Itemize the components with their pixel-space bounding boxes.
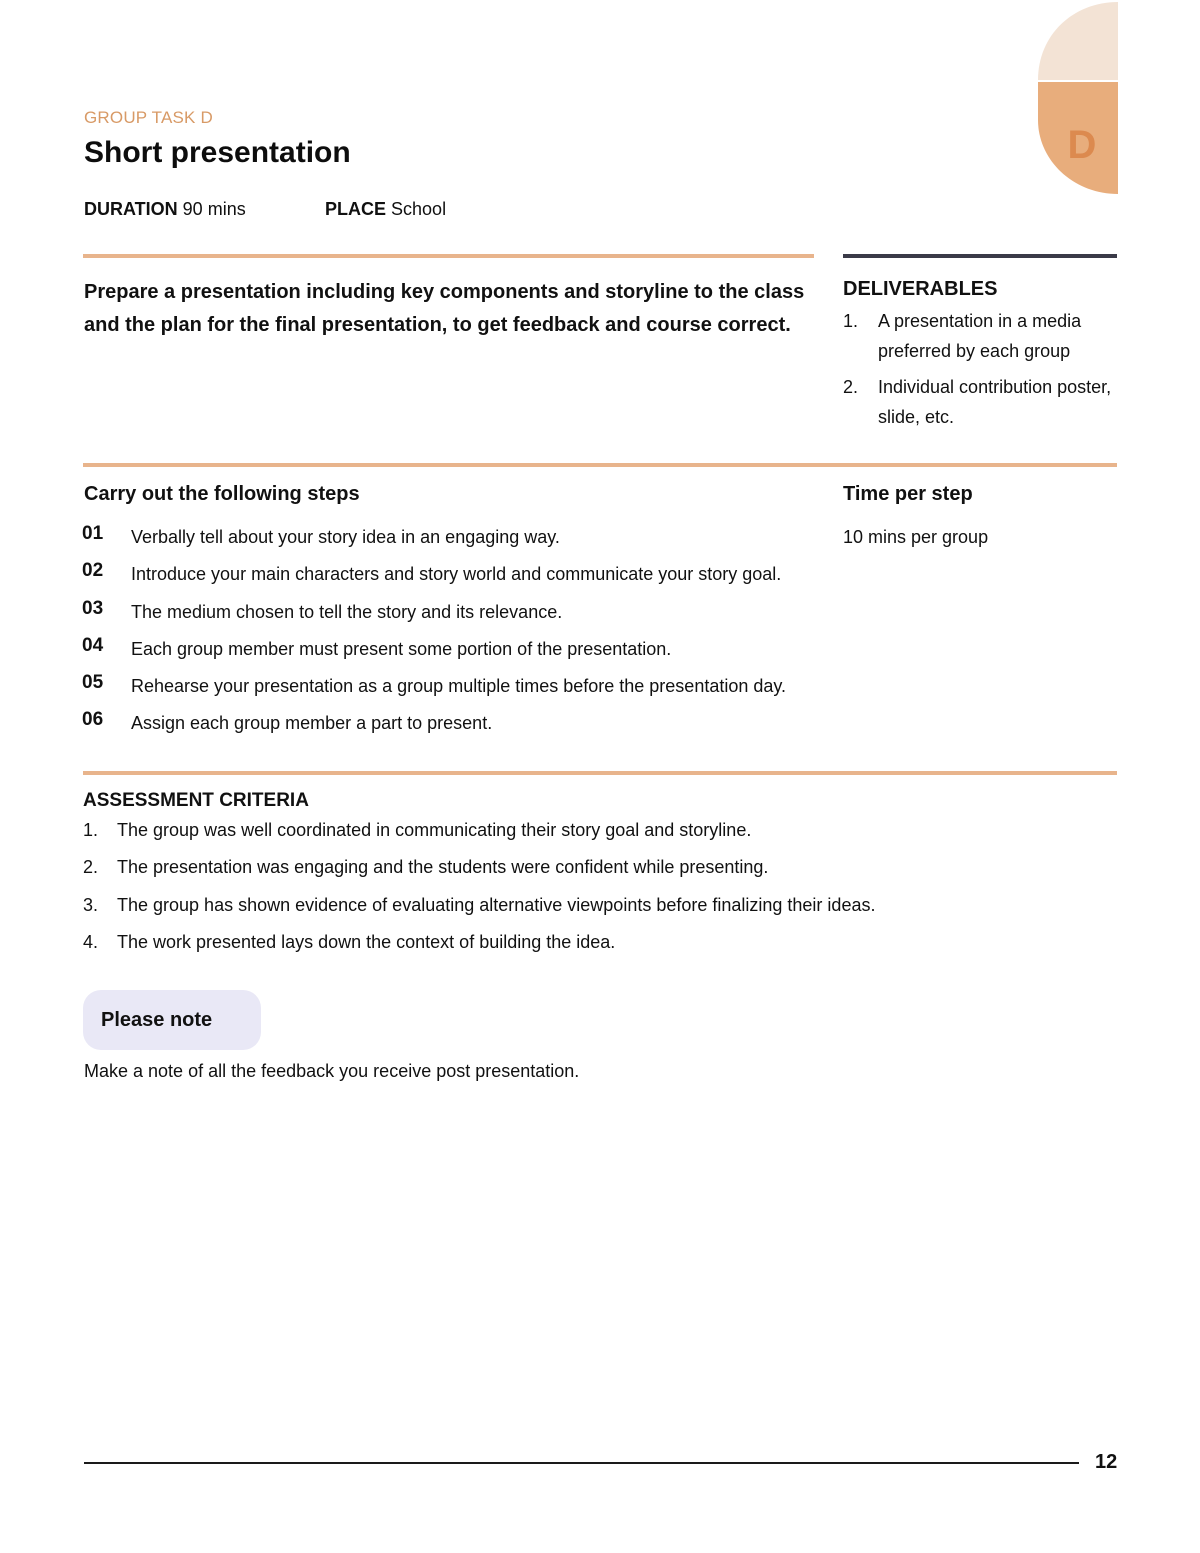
step-text: Rehearse your presentation as a group multiple times before the presentation day. bbox=[131, 676, 787, 697]
step-item bbox=[82, 596, 832, 633]
step-number: 03 bbox=[82, 597, 104, 619]
deliverables-list bbox=[843, 306, 1113, 438]
badge-leaf-shape bbox=[1038, 2, 1118, 80]
criteria-item bbox=[83, 818, 1083, 855]
list-item bbox=[843, 372, 1113, 432]
step-number: 02 bbox=[82, 560, 104, 582]
step-text: Assign each group member a part to present. bbox=[131, 713, 493, 734]
list-item bbox=[843, 306, 1113, 366]
criteria-text: The group has shown evidence of evaluating alternative viewpoints before finalizing their ideas. bbox=[117, 894, 876, 915]
place-meta bbox=[325, 199, 446, 220]
list-item-number: 2. bbox=[843, 377, 859, 397]
criteria-text: The presentation was engaging and the students were confident while presenting. bbox=[117, 857, 769, 878]
place-label: PLACE bbox=[325, 199, 387, 219]
steps-heading: Carry out the following steps bbox=[84, 483, 360, 505]
divider bbox=[83, 463, 1117, 467]
deliverables-divider bbox=[843, 254, 1117, 258]
step-item bbox=[82, 558, 832, 595]
duration-meta bbox=[84, 199, 246, 220]
criteria-number: 1. bbox=[83, 820, 99, 840]
duration-label: DURATION bbox=[84, 199, 178, 219]
step-text: Introduce your main characters and story world and communicate your story goal. bbox=[131, 564, 782, 585]
page-title: Short presentation bbox=[84, 136, 351, 169]
page-number: 12 bbox=[1095, 1451, 1118, 1473]
step-item bbox=[82, 521, 832, 558]
step-item bbox=[82, 707, 832, 744]
step-text: The medium chosen to tell the story and its relevance. bbox=[131, 601, 563, 622]
assessment-heading: ASSESSMENT CRITERIA bbox=[83, 790, 309, 811]
criteria-item bbox=[83, 930, 1083, 967]
step-number: 05 bbox=[82, 672, 104, 694]
criteria-item bbox=[83, 893, 1083, 930]
steps-list bbox=[82, 521, 832, 745]
criteria-text: The group was well coordinated in communicating their story goal and storyline. bbox=[117, 820, 752, 840]
footer-divider bbox=[84, 1462, 1079, 1464]
step-text: Verbally tell about your story idea in an engaging way. bbox=[131, 527, 560, 547]
place-value: School bbox=[391, 199, 447, 219]
step-item bbox=[82, 670, 832, 707]
badge-letter: D bbox=[1067, 123, 1097, 167]
list-item-text: Individual contribution poster, slide, etc. bbox=[878, 377, 1112, 427]
duration-value: 90 mins bbox=[182, 199, 246, 219]
step-number: 06 bbox=[82, 709, 104, 731]
note-text: Make a note of all the feedback you receive post presentation. bbox=[84, 1061, 580, 1081]
divider bbox=[83, 771, 1117, 775]
divider bbox=[83, 254, 814, 258]
task-summary: Prepare a presentation including key components and storyline to the class and the plan for the final presentation, to get feedback and course correct. bbox=[84, 281, 805, 336]
step-number: 04 bbox=[82, 634, 104, 656]
assessment-list bbox=[83, 818, 1083, 967]
step-text: Each group member must present some portion of the presentation. bbox=[131, 638, 672, 659]
deliverables-heading: DELIVERABLES bbox=[843, 278, 998, 300]
step-number: 01 bbox=[82, 523, 104, 544]
list-item-text: A presentation in a media preferred by each group bbox=[878, 311, 1082, 361]
criteria-text: The work presented lays down the context of building the idea. bbox=[117, 931, 616, 952]
time-per-step-heading: Time per step bbox=[843, 483, 973, 505]
please-note-badge: Please note bbox=[83, 990, 261, 1050]
task-badge bbox=[1038, 0, 1120, 196]
criteria-item bbox=[83, 855, 1083, 892]
list-item-number: 1. bbox=[843, 311, 859, 331]
criteria-number: 4. bbox=[83, 931, 99, 952]
time-per-step-value: 10 mins per group bbox=[843, 527, 989, 547]
step-item bbox=[82, 633, 832, 670]
task-eyebrow: GROUP TASK D bbox=[84, 108, 213, 127]
criteria-number: 2. bbox=[83, 857, 99, 878]
criteria-number: 3. bbox=[83, 894, 99, 915]
